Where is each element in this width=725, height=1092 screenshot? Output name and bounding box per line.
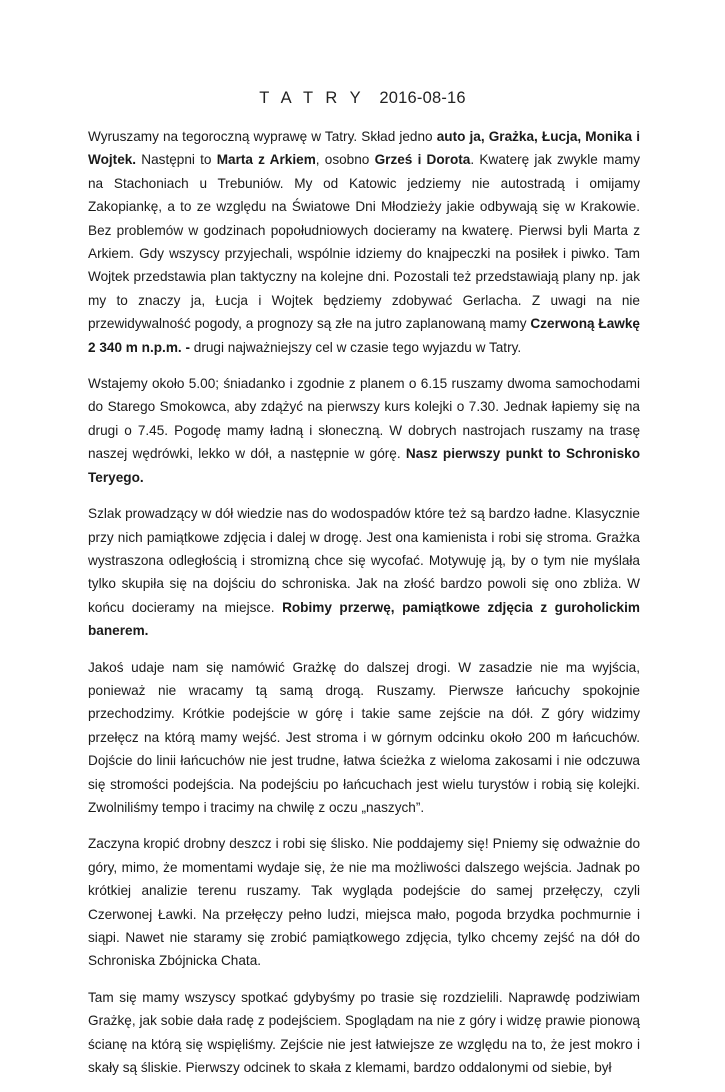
text-run: . Kwaterę jak zwykle mamy na Stachoniach u Trebuniów. My od Katowic jedziemy nie autostradą i omijamy Zakopiankę, a to ze względu na Światowe Dni Młodzieży jakie odbywają się w Krakowie. Bez problemów w godzinach popołudniowych docieramy na kwaterę. Pierwsi byli Marta z Arkiem. Gdy wszyscy przyjechali, wspólnie idziemy do knajpeczki na posiłek i piwko. Tam Wojtek przedstawia plan taktyczny na kolejne dni. Pozostali też przedstawiają plany np. jak my to znaczy ja, Łucja i Wojtek będziemy zdobywać Gerlacha. Z uwagi na nie przewidywalność pogody, a prognozy są złe na jutro zaplanowaną mamy <box>88 152 641 332</box>
title-word: T A T R Y <box>259 89 365 107</box>
paragraph <box>88 125 640 359</box>
page-title <box>0 89 725 108</box>
paragraph <box>88 986 640 1080</box>
text-run: Zaczyna kropić drobny deszcz i robi się ślisko. Nie poddajemy się! Pniemy się odważnie do góry, mimo, że momentami wydaje się, że nie ma możliwości dalszego wejścia. Jadnak po krótkiej analizie terenu ruszamy. Tak wygląda podejście do samej przełęczy, czyli Czerwonej Ławki. Na przełęczy pełno ludzi, miejsca mało, pogoda brzydka pochmurnie i siąpi. Nawet nie staramy się zrobić pamiątkowego zdjęcia, tylko chcemy zejść na dół do Schroniska Zbójnicka Chata. <box>88 836 640 969</box>
paragraph <box>88 832 640 972</box>
text-run: , osobno <box>315 152 375 168</box>
text-run: Szlak prowadzący w dół wiedzie nas do wodospadów które też są bardzo ładne. Klasycznie przy nich pamiątkowe zdjęcia i dalej w drogę. Jest ona kamienista i robi się stroma. Grażka wystraszona odległością i stromizną chce się wycofać. Motywuję ją, by o tym nie myślała tylko skupiła się na dojściu do schroniska. Jak na złość bardzo powoli się ono zbliża. W końcu docieramy na miejsce. <box>88 506 640 615</box>
title-date: 2016-08-16 <box>379 89 466 107</box>
bold-text: Robimy przerwę, pamiątkowe zdjęcia z guroholickim banerem. <box>88 599 640 639</box>
text-run: Następni to <box>136 152 217 168</box>
text-run: Tam się mamy wszyscy spotkać gdybyśmy po trasie się rozdzielili. Naprawdę podziwiam Grażkę, jak sobie dała radę z podejściem. Spoglądam na nie z góry i widzę prawie pionową ścianę na którą się wspięliśmy. Zejście nie jest łatwiejsze ze względu na to, że jest mokro i skały są śliskie. Pierwszy odcinek to skała z klemami, bardzo oddalonymi od siebie, był <box>88 989 640 1076</box>
bold-text: Grześ i Dorota <box>374 152 471 168</box>
paragraph <box>88 372 640 489</box>
bold-text: Marta z Arkiem <box>216 152 316 168</box>
bold-text: Czerwoną Ławkę 2 340 m n.p.m. - <box>88 316 640 355</box>
bold-text: Nasz pierwszy punkt to Schronisko Teryego. <box>88 446 640 485</box>
document-body <box>88 125 640 1092</box>
paragraph <box>88 656 640 820</box>
text-run: Wstajemy około 5.00; śniadanko i zgodnie z planem o 6.15 ruszamy dwoma samochodami do Starego Smokowca, aby zdążyć na pierwszy kurs kolejki o 7.30. Jednak łapiemy się na drugi o 7.45. Pogodę mamy ładną i słoneczną. W dobrych nastrojach ruszamy na trasę naszej wędrówki, lekko w dół, a następnie w górę. <box>88 376 640 462</box>
text-run: Wyruszamy na tegoroczną wyprawę w Tatry. Skład jedno <box>88 129 437 144</box>
text-run: Jakoś udaje nam się namówić Grażkę do dalszej drogi. W zasadzie nie ma wyjścia, ponieważ nie wracamy tą samą drogą. Ruszamy. Pierwsze łańcuchy spokojnie przechodzimy. Krótkie podejście w górę i takie same zejście na dół. Z góry widzimy przełęcz na którą mamy wejść. Jest stroma i w górnym odcinku około 200 m łańcuchów. Dojście do linii łańcuchów nie jest trudne, łatwa ścieżka z wieloma zakosami i nie odczuwa się stromości podejścia. Na podejściu po łańcuchach jest wielu turystów i robią się kolejki. Zwolniliśmy tempo i tracimy na chwilę z oczu „naszych”. <box>88 659 640 815</box>
bold-text: auto ja, Grażka, Łucja, Monika i Wojtek. <box>88 129 640 168</box>
text-run: drugi najważniejszy cel w czasie tego wyjazdu w Tatry. <box>190 339 522 355</box>
paragraph <box>88 502 640 642</box>
